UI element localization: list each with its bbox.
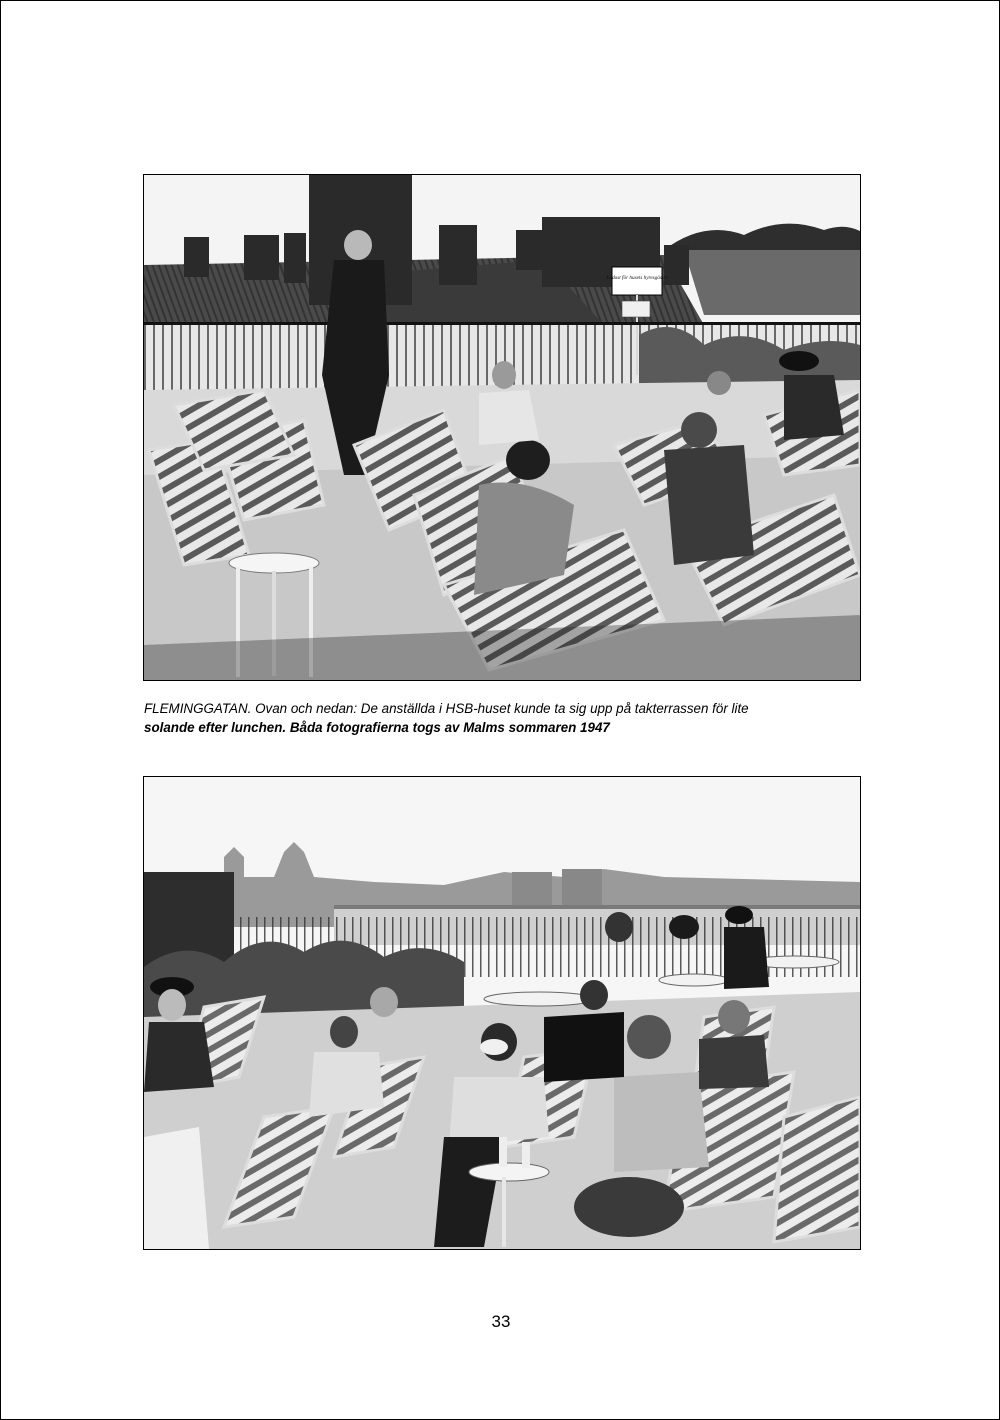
page-number: 33: [491, 1312, 511, 1331]
caption-line-2: solande efter lunchen. Båda fotografierna togs av Malms sommaren 1947: [144, 720, 610, 735]
photo-top-illustration: [144, 175, 860, 680]
photo-caption: [144, 699, 864, 737]
stool: [229, 553, 319, 573]
sign-text: Endast för husets hyresgäster: [606, 275, 668, 281]
plants: [144, 941, 464, 1017]
photo-rooftop-terrace-top: [143, 174, 861, 681]
photo-rooftop-terrace-bottom: [143, 776, 861, 1250]
side-table: [469, 1163, 549, 1181]
photo-bottom-illustration: [144, 777, 860, 1249]
caption-line-1: FLEMINGGATAN. Ovan och nedan: De anställda i HSB-huset kunde ta sig upp på takterrassen för lite: [144, 701, 749, 716]
sign-board: [612, 267, 662, 295]
roof-right: [684, 250, 860, 315]
